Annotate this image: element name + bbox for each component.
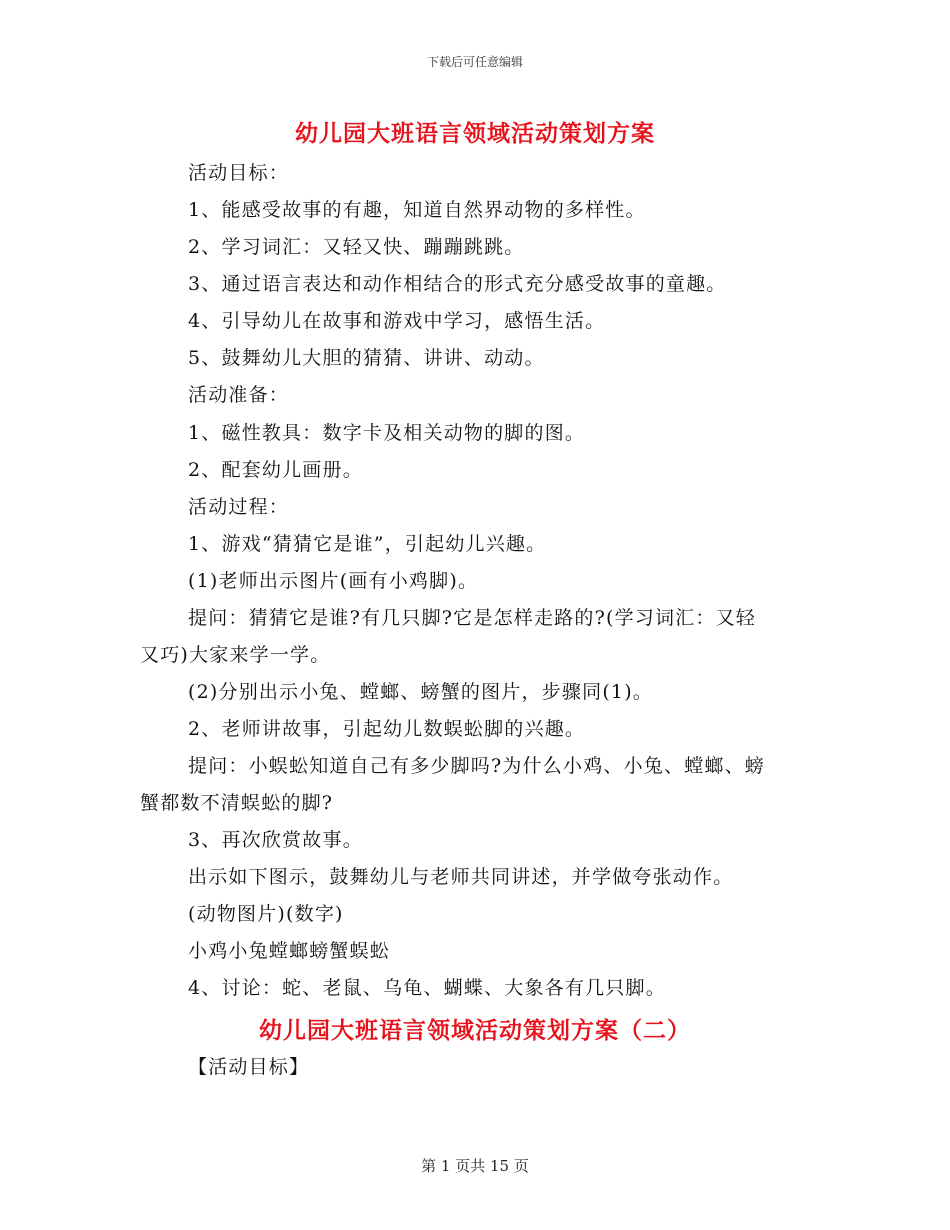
paragraph: (动物图片)(数字)	[188, 903, 344, 925]
paragraph-continuation: 又巧)大家来学一学。	[140, 644, 331, 666]
paragraph: 1、磁性教具：数字卡及相关动物的脚的图。	[188, 422, 586, 444]
paragraph: 5、鼓舞幼儿大胆的猜猜、讲讲、动动。	[188, 347, 545, 369]
paragraph: 2、老师讲故事，引起幼儿数蜈蚣脚的兴趣。	[188, 718, 586, 740]
paragraph: 3、再次欣赏故事。	[188, 829, 363, 851]
paragraph: 4、讨论：蛇、老鼠、乌龟、蝴蝶、大象各有几只脚。	[188, 977, 666, 999]
paragraph: 1、游戏“猜猜它是谁”，引起幼儿兴趣。	[188, 533, 547, 555]
page-number: 第 1 页共 15 页	[421, 1157, 529, 1175]
header-note: 下载后可任意编辑	[426, 55, 523, 69]
paragraph: (2)分别出示小兔、螳螂、螃蟹的图片，步骤同(1)。	[188, 681, 654, 703]
section-title-two: 幼儿园大班语言领域活动策划方案（二）	[259, 1017, 691, 1044]
paragraph: 1、能感受故事的有趣，知道自然界动物的多样性。	[188, 199, 646, 221]
paragraph: 提问：猜猜它是谁?有几只脚?它是怎样走路的?(学习词汇：又轻	[188, 607, 756, 629]
paragraph: (1)老师出示图片(画有小鸡脚)。	[188, 570, 479, 592]
paragraph: 4、引导幼儿在故事和游戏中学习，感悟生活。	[188, 310, 606, 332]
paragraph: 3、通过语言表达和动作相结合的形式充分感受故事的童趣。	[188, 273, 727, 295]
section-label-preparation: 活动准备：	[188, 384, 290, 406]
section-label-process: 活动过程：	[188, 496, 290, 518]
paragraph: 提问：小蜈蚣知道自己有多少脚吗?为什么小鸡、小兔、螳螂、螃	[188, 755, 765, 777]
paragraph: 2、配套幼儿画册。	[188, 459, 363, 481]
section-label-objectives: 活动目标：	[188, 162, 290, 184]
paragraph-continuation: 蟹都数不清蜈蚣的脚?	[140, 792, 334, 814]
document-title: 幼儿园大班语言领域活动策划方案	[295, 120, 655, 147]
paragraph: 小鸡小兔螳螂螃蟹蜈蚣	[188, 940, 391, 962]
paragraph: 出示如下图示，鼓舞幼儿与老师共同讲述，并学做夸张动作。	[188, 866, 734, 888]
paragraph: 2、学习词汇：又轻又快、蹦蹦跳跳。	[188, 236, 525, 258]
section-heading-objectives: 【活动目标】	[188, 1056, 310, 1078]
